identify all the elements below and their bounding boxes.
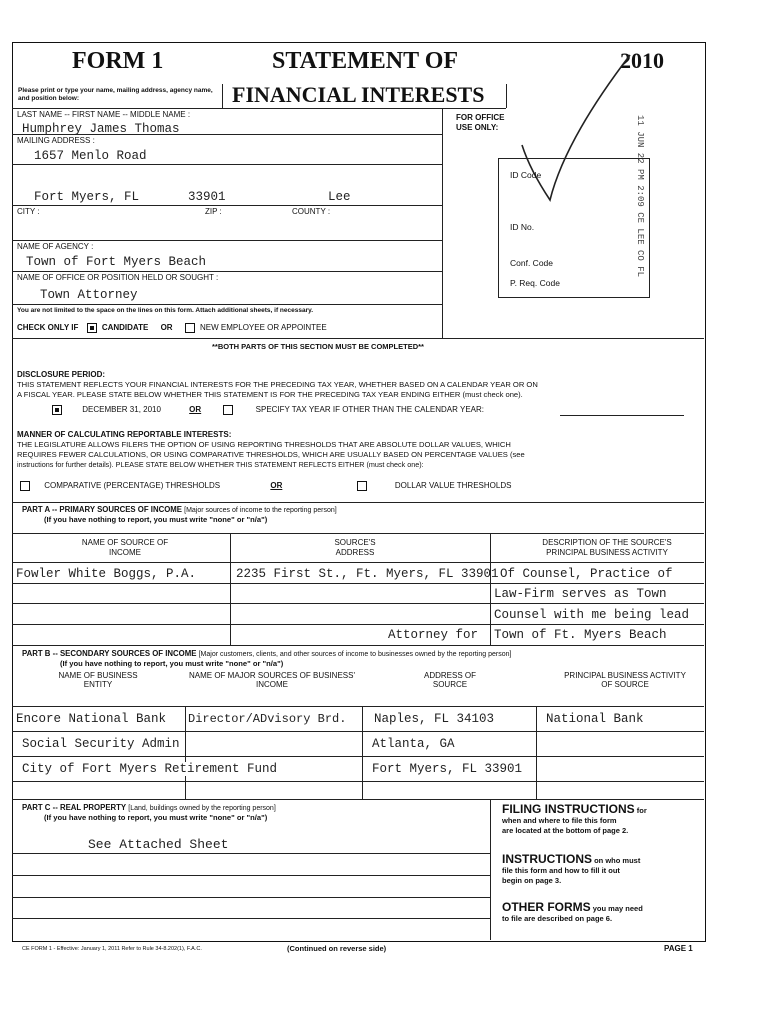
manner-text-3: instructions for further details). PLEASE STATE BELOW WHETHER THIS STATEMENT REFLECTS EITHER (must check one): (17, 460, 424, 469)
period-options (52, 405, 484, 415)
form-year: 2010 (620, 48, 664, 73)
part-a-row4-address[interactable]: Attorney for (388, 628, 479, 642)
part-c-entry[interactable]: See Attached Sheet (88, 837, 229, 852)
period-text-1: THIS STATEMENT REFLECTS YOUR FINANCIAL INTERESTS FOR THE PRECEDING TAX YEAR, WHETHER BASED ON A CALENDAR YEAR OR ON (17, 380, 538, 389)
office-use-label: FOR OFFICE USE ONLY: (456, 113, 505, 132)
period-or: OR (189, 405, 202, 415)
zip-label: ZIP : (205, 207, 222, 216)
part-b-col2: NAME OF MAJOR SOURCES OF BUSINESS' INCOME (189, 671, 355, 689)
check-only-row (17, 323, 327, 333)
print-instruction: Please print or type your name, mailing address, agency name, and position below: (18, 87, 213, 102)
candidate-label: CANDIDATE (101, 323, 149, 333)
part-a-col1: NAME OF SOURCE OF INCOME (81, 538, 169, 557)
county-label: COUNTY : (292, 207, 331, 216)
dec31-label: DECEMBER 31, 2010 (82, 405, 161, 415)
position-field[interactable]: Town Attorney (40, 288, 138, 302)
part-a-row3-activity[interactable]: Counsel with me being lead (494, 608, 690, 622)
or-label: OR (160, 323, 173, 333)
city-field[interactable]: Fort Myers, FL (34, 190, 140, 204)
part-a-row4-activity[interactable]: Town of Ft. Myers Beach (494, 628, 667, 642)
check-only-label: CHECK ONLY IF (17, 323, 79, 333)
part-c-sub: (If you have nothing to report, you must write "none" or "n/a") (44, 813, 268, 822)
dec31-checkbox[interactable] (52, 405, 62, 415)
page-number: PAGE 1 (664, 944, 693, 953)
form-title-line1: STATEMENT OF (272, 48, 459, 74)
both-parts-note: **BOTH PARTS OF THIS SECTION MUST BE COMPLETED** (212, 342, 424, 351)
new-employee-label: NEW EMPLOYEE OR APPOINTEE (200, 323, 327, 333)
other-forms-note: OTHER FORMS you may need to file are described on page 6. (502, 900, 643, 923)
part-a-row1-activity[interactable]: Of Counsel, Practice of (500, 567, 673, 581)
specify-checkbox[interactable] (223, 405, 233, 415)
candidate-checkbox[interactable] (87, 323, 97, 333)
manner-text-2: REQUIRES FEWER CALCULATIONS, OR USING COMPARATIVE THRESHOLDS, WHICH ARE USUALLY BASED ON PERCENTAGE VALUES (see (17, 450, 525, 459)
address-field[interactable]: 1657 Menlo Road (34, 149, 147, 163)
manner-heading: MANNER OF CALCULATING REPORTABLE INTERESTS: (17, 430, 232, 439)
received-stamp: 11 JUN 22 PM 2:09 CE LEE CO FL (635, 115, 645, 278)
period-text-2: A FISCAL YEAR. PLEASE STATE BELOW WHETHER THIS STATEMENT IS FOR THE PRECEDING TAX YEAR ENDING EITHER (must check one). (17, 390, 523, 399)
filing-instructions: FILING INSTRUCTIONS for when and where to file this form are located at the bottom of page 2. (502, 802, 647, 835)
space-note: You are not limited to the space on the lines on this form. Attach additional sheets, if necessary. (17, 307, 314, 314)
threshold-options (20, 481, 511, 491)
part-b-row1-address[interactable]: Naples, FL 34103 (374, 712, 495, 726)
zip-field[interactable]: 33901 (188, 190, 226, 204)
specify-label: SPECIFY TAX YEAR IF OTHER THAN THE CALENDAR YEAR: (255, 405, 484, 415)
part-a-row2-activity[interactable]: Law-Firm serves as Town (494, 587, 667, 601)
dollar-checkbox[interactable] (357, 481, 367, 491)
position-label: NAME OF OFFICE OR POSITION HELD OR SOUGHT : (17, 273, 219, 282)
name-field[interactable]: Humphrey James Thomas (22, 122, 180, 136)
part-b-col3: ADDRESS OF SOURCE (423, 671, 476, 689)
part-a-row1-address[interactable]: 2235 First St., Ft. Myers, FL 33901 (236, 567, 499, 581)
threshold-or: OR (270, 481, 283, 491)
part-b-row2-address[interactable]: Atlanta, GA (372, 737, 455, 751)
part-c-heading: PART C -- REAL PROPERTY [Land, buildings owned by the reporting person] (22, 803, 276, 812)
part-a-heading: PART A -- PRIMARY SOURCES OF INCOME [Major sources of income to the reporting person] (22, 505, 337, 514)
part-b-row1-entity[interactable]: Encore National Bank (16, 712, 167, 726)
form-number: FORM 1 (72, 48, 164, 74)
comparative-checkbox[interactable] (20, 481, 30, 491)
p-req-code-label: P. Req. Code (510, 278, 560, 288)
part-b-col4: PRINCIPAL BUSINESS ACTIVITY OF SOURCE (564, 671, 686, 689)
name-label: LAST NAME -- FIRST NAME -- MIDDLE NAME : (17, 110, 191, 119)
county-field[interactable]: Lee (328, 190, 351, 204)
comparative-label: COMPARATIVE (PERCENTAGE) THRESHOLDS (44, 481, 221, 491)
mailing-label: MAILING ADDRESS : (17, 136, 95, 145)
period-heading: DISCLOSURE PERIOD: (17, 370, 106, 379)
form-reference: CE FORM 1 - Effective: January 1, 2011 Refer to Rule 34-8.202(1), F.A.C. (22, 946, 202, 952)
id-no-label: ID No. (510, 222, 535, 232)
form-title-line2: FINANCIAL INTERESTS (232, 82, 485, 107)
part-b-sub: (If you have nothing to report, you must write "none" or "n/a") (60, 659, 284, 668)
agency-field[interactable]: Town of Fort Myers Beach (26, 255, 207, 269)
part-b-row2-entity[interactable]: Social Security Admin (22, 737, 180, 751)
part-a-row1-name[interactable]: Fowler White Boggs, P.A. (16, 567, 197, 581)
part-b-row1-source[interactable]: Director/ADvisory Brd. (188, 712, 347, 726)
part-b-row3-entity[interactable]: City of Fort Myers Retirement Fund (22, 762, 281, 776)
part-b-col1: NAME OF BUSINESS ENTITY (58, 671, 138, 689)
manner-text-1: THE LEGISLATURE ALLOWS FILERS THE OPTION OF USING REPORTING THRESHOLDS THAT ARE ABSOLUTE DOLLAR VALUES, WHICH (17, 440, 511, 449)
dollar-label: DOLLAR VALUE THRESHOLDS (394, 481, 512, 491)
part-b-row3-address[interactable]: Fort Myers, FL 33901 (372, 762, 523, 776)
new-employee-checkbox[interactable] (185, 323, 195, 333)
part-a-col2: SOURCE'S ADDRESS (334, 538, 376, 557)
part-a-col3: DESCRIPTION OF THE SOURCE'S PRINCIPAL BUSINESS ACTIVITY (542, 538, 672, 557)
city-label: CITY : (17, 207, 40, 216)
id-code-label: ID Code (510, 170, 542, 180)
instructions-note: INSTRUCTIONS on who must file this form and how to fill it out begin on page 3. (502, 852, 641, 885)
part-b-row1-activity[interactable]: National Bank (546, 712, 644, 726)
agency-label: NAME OF AGENCY : (17, 242, 94, 251)
part-a-sub: (If you have nothing to report, you must write "none" or "n/a") (44, 515, 268, 524)
conf-code-label: Conf. Code (510, 258, 553, 268)
continued-note: (Continued on reverse side) (287, 944, 387, 953)
part-b-heading: PART B -- SECONDARY SOURCES OF INCOME [Major customers, clients, and other sources of income to businesses owned by the reporting person] (22, 649, 512, 658)
